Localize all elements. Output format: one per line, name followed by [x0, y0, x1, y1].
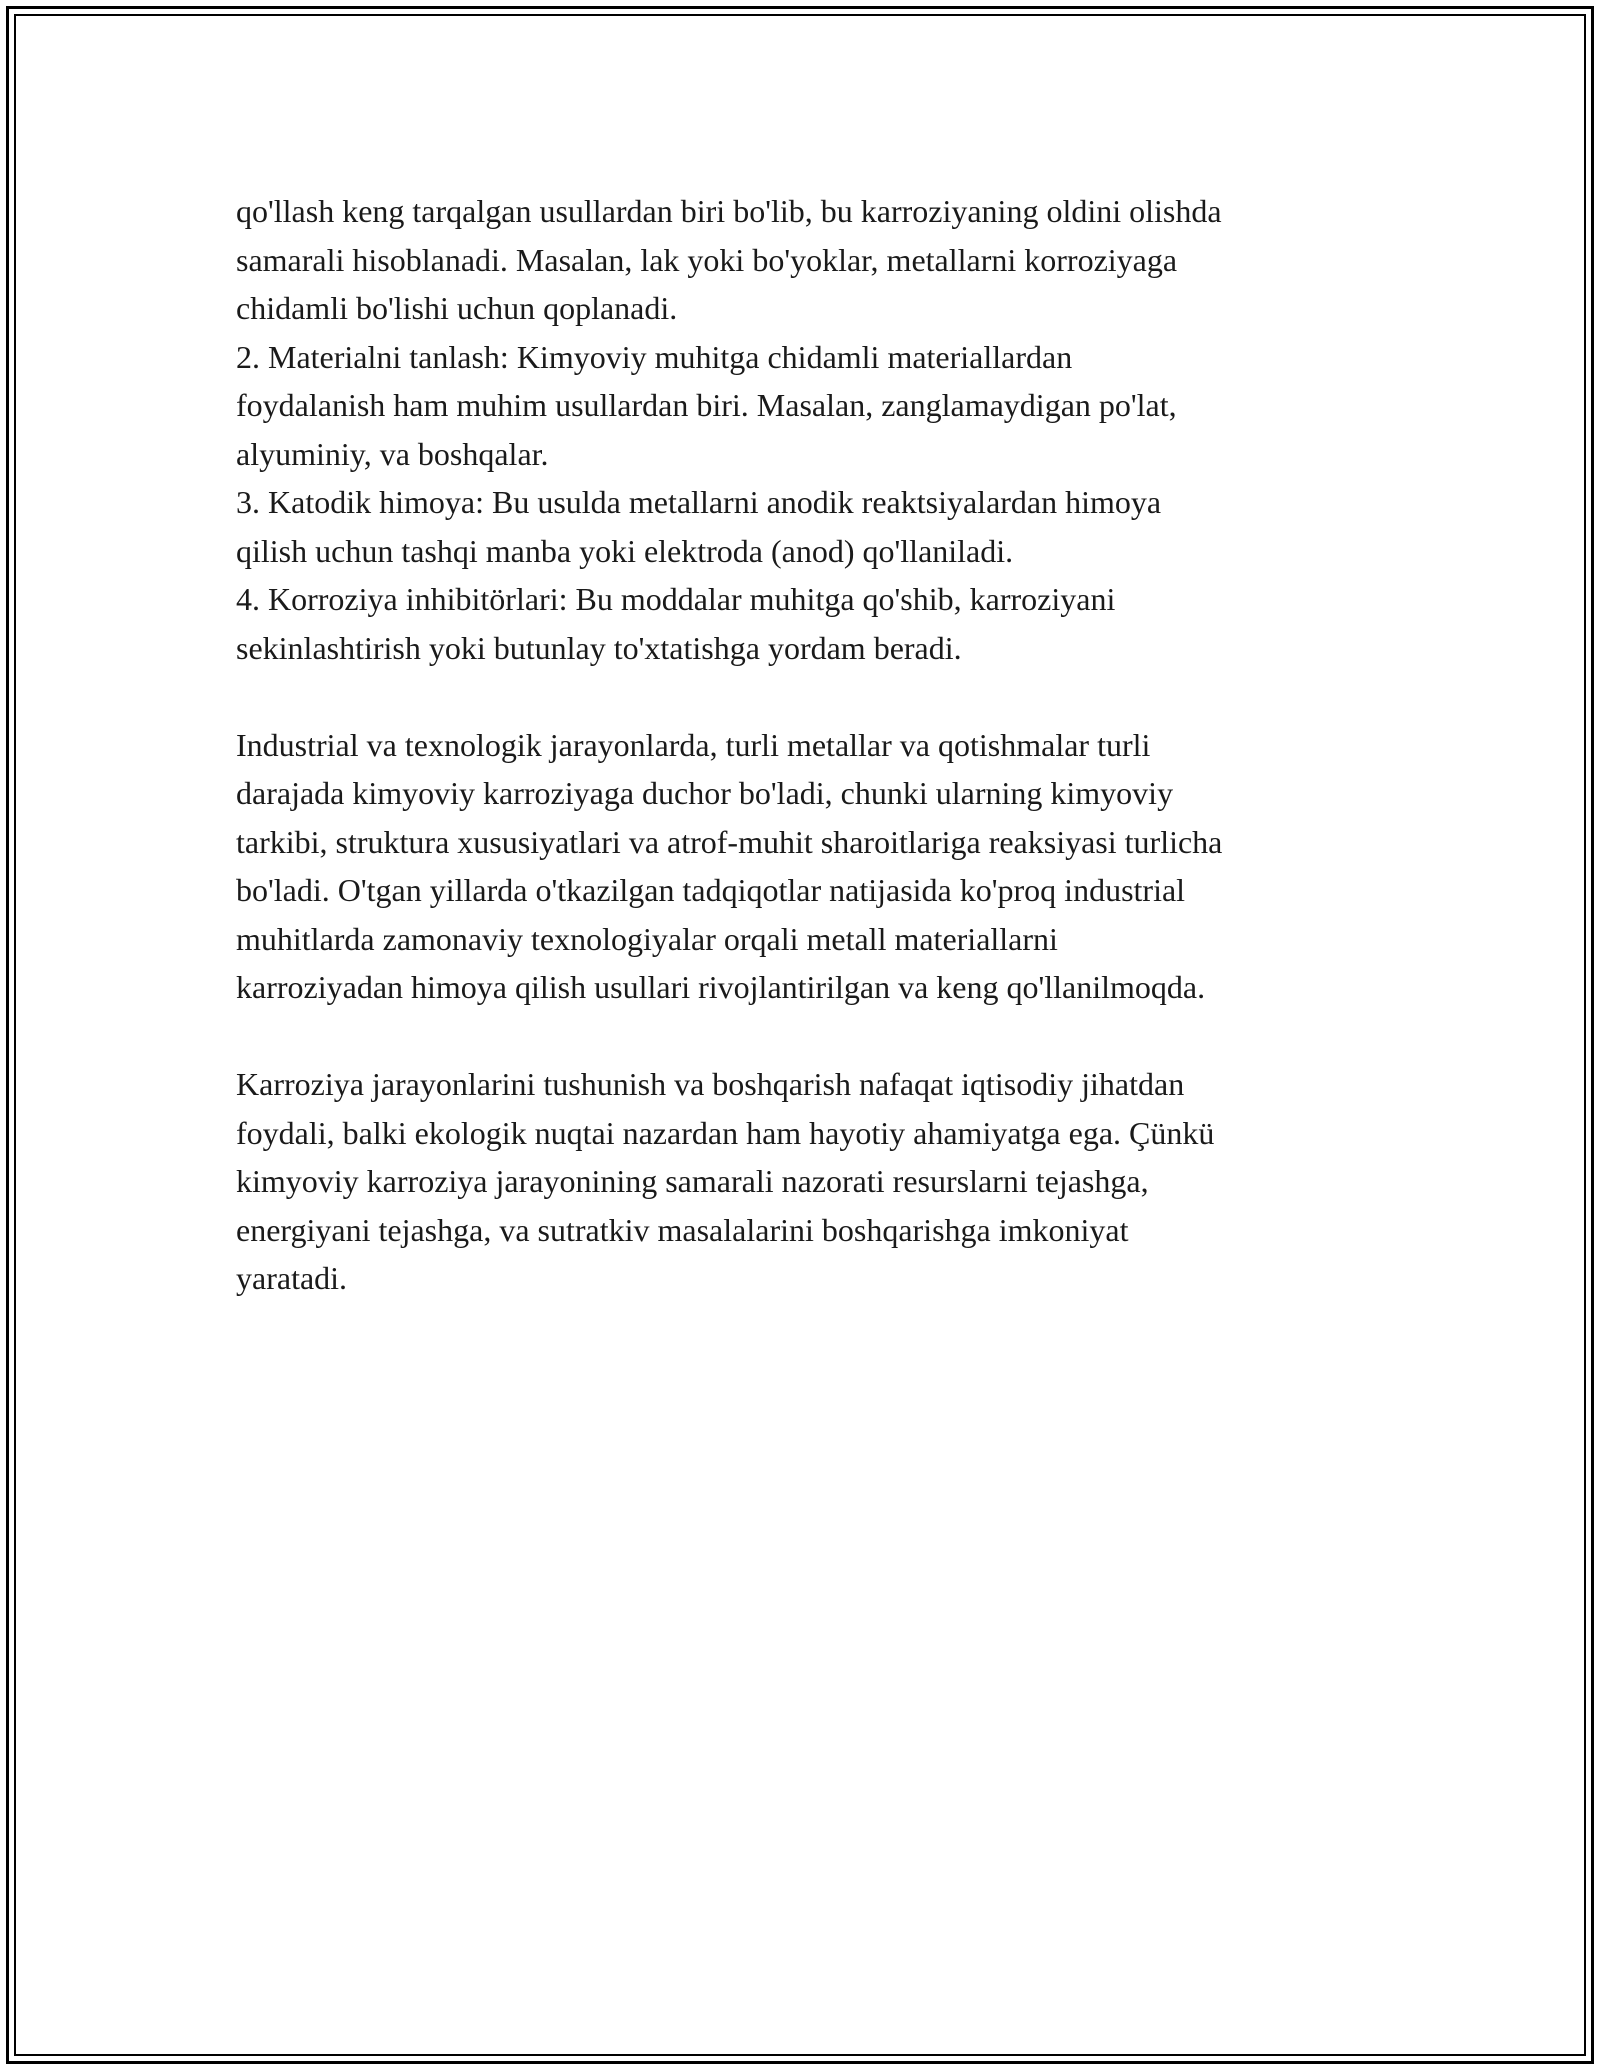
text-line: qilish uchun tashqi manba yoki elektroda (anod) qo'llaniladi. [236, 532, 1014, 569]
text-line: yaratadi. [236, 1260, 348, 1296]
text-line: chidamli bo'lishi uchun qoplanadi. [236, 290, 678, 326]
list-item-corrosion-inhibitors: 4. Korroziya inhibitörlari: Bu moddalar muhitga qo'shib, karroziyani [236, 581, 1116, 617]
text-line: bo'ladi. O'tgan yillarda o'tkazilgan tadqiqotlar natijasida ko'proq industrial [236, 872, 1186, 908]
paragraph-protection-methods [236, 187, 1376, 672]
document-body [236, 187, 1376, 1303]
text-line: alyuminiy, va boshqalar. [236, 435, 549, 472]
list-item-material-selection: 2. Materialni tanlash: Kimyoviy muhitga chidamli materiallardan [236, 338, 1073, 375]
text-line: samarali hisoblanadi. Masalan, lak yoki bo'yoklar, metallarni korroziyaga [236, 241, 1178, 278]
text-line: energiyani tejashga, va sutratkiv masalalarini boshqarishga imkoniyat [236, 1211, 1129, 1248]
text-line: darajada kimyoviy karroziyaga duchor bo'ladi, chunki ularning kimyoviy [236, 775, 1174, 811]
text-line: foydalanish ham muhim usullardan biri. Masalan, zanglamaydigan po'lat, [236, 387, 1177, 423]
paragraph-conclusion [236, 1060, 1376, 1303]
text-line: karroziyadan himoya qilish usullari rivojlantirilgan va keng qo'llanilmoqda. [236, 969, 1206, 1005]
text-line: muhitlarda zamonaviy texnologiyalar orqali metall materiallarni [236, 920, 1058, 957]
text-line: sekinlashtirish yoki butunlay to'xtatishga yordam beradi. [236, 629, 962, 666]
text-line: Industrial va texnologik jarayonlarda, turli metallar va qotishmalar turli [236, 726, 1151, 763]
text-line: qo'llash keng tarqalgan usullardan biri bo'lib, bu karroziyaning oldini olishda [236, 193, 1222, 229]
text-line: Karroziya jarayonlarini tushunish va boshqarish nafaqat iqtisodiy jihatdan [236, 1066, 1185, 1102]
text-line: tarkibi, struktura xususiyatlari va atrof-muhit sharoitlariga reaksiyasi turlicha [236, 823, 1223, 860]
text-line: kimyoviy karroziya jarayonining samarali nazorati resurslarni tejashga, [236, 1163, 1149, 1199]
text-line: foydali, balki ekologik nuqtai nazardan ham hayotiy ahamiyatga ega. Çünkü [236, 1114, 1215, 1151]
paragraph-industrial-processes [236, 721, 1376, 1012]
list-item-cathodic-protection: 3. Katodik himoya: Bu usulda metallarni anodik reaktsiyalardan himoya [236, 484, 1162, 520]
